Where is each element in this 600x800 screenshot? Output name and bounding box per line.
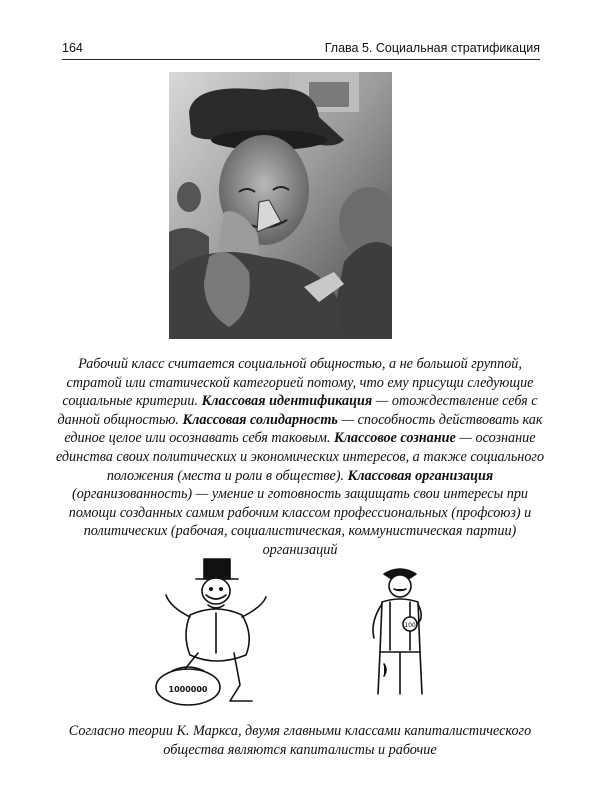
capitalist-cartoon (150, 555, 280, 710)
caption-text-3: — способность действовать как единое целое или осознавать себя таковым. (64, 411, 543, 447)
page-number: 164 (62, 41, 83, 55)
photo-caption (50, 355, 550, 560)
worker-photo (169, 72, 392, 339)
term-class-organization: Классовая организация (347, 467, 494, 484)
term-class-solidarity: Классовая солидарность (182, 411, 338, 428)
coin-label: 100 (404, 622, 416, 629)
running-header (62, 39, 540, 60)
worker-illustration (360, 562, 440, 702)
term-class-consciousness: Классовое сознание (333, 430, 456, 447)
term-class-identification: Классовая идентификация (201, 393, 373, 410)
worker-cartoon (360, 562, 440, 702)
caption-text-1: Рабочий класс считается социальной общностью, а не большой группой, стратой или статической категорией потому, что ему присущи следующие социальные критерии. (62, 356, 534, 410)
capitalist-illustration (150, 555, 280, 710)
caption-text-4: — осознание единства своих политических и экономических интересов, а также социального положения (места и роли в обществе). (55, 430, 545, 484)
money-bag-label: 1000000 (168, 685, 208, 694)
caption-text-5: (организованность) — умение и готовность защищать свои интересы при помощи созданных самим рабочим классом профессиональных (профсоюз) и политических (рабочая, социалистическая, коммунистическая партии) организаций (68, 486, 532, 558)
cartoon-caption: Согласно теории К. Маркса, двумя главными классами капиталистического общества являются капиталисты и рабочие (68, 723, 532, 758)
chapter-title: Глава 5. Социальная стратификация (324, 41, 540, 55)
caption-text-2: — отождествление себя с данной общностью. (57, 393, 538, 428)
worker-photo-image (169, 72, 392, 339)
